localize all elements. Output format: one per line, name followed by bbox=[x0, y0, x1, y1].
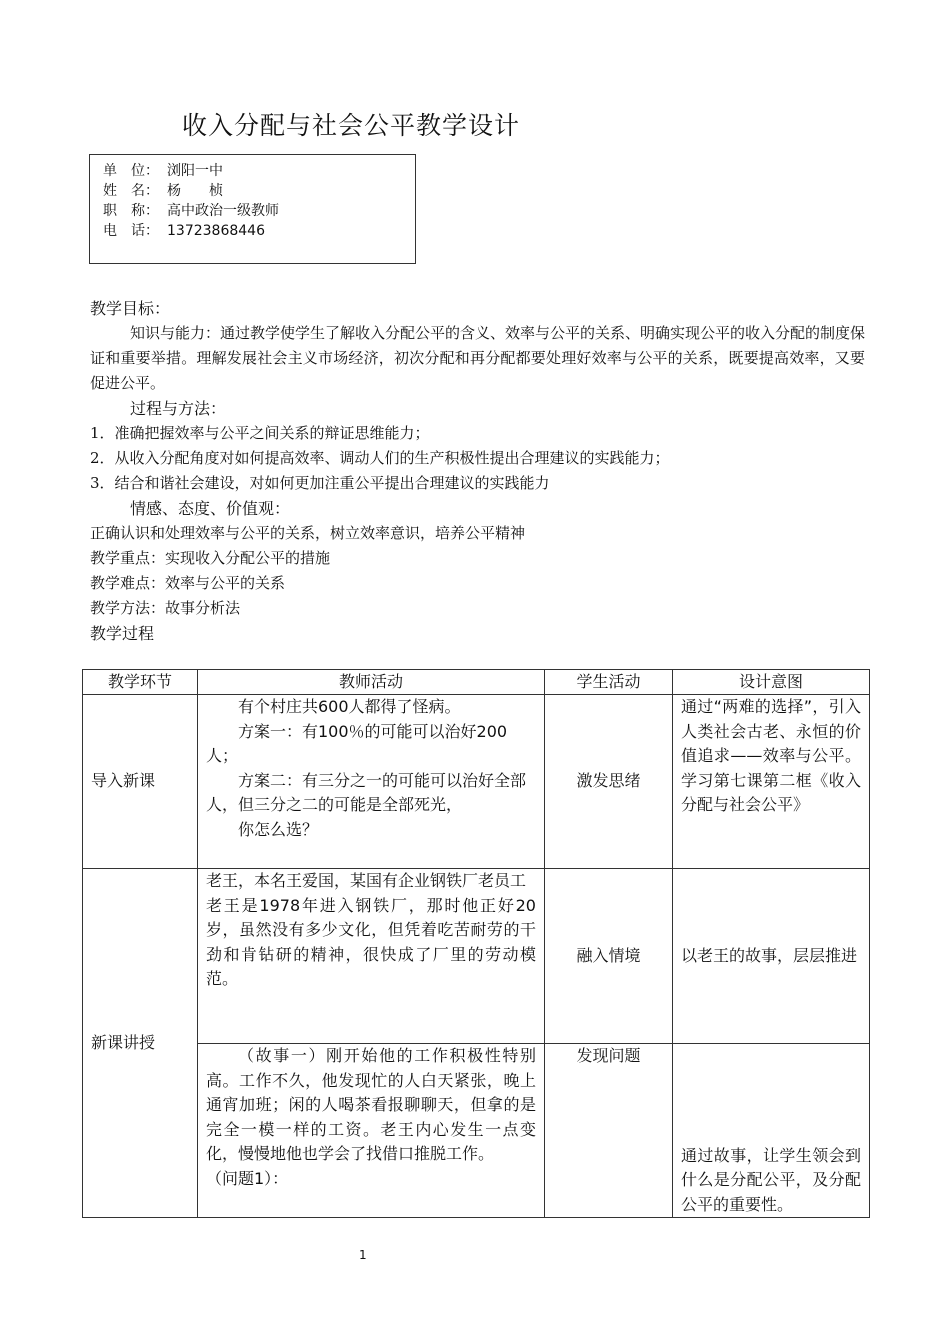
process-heading: 过程与方法： bbox=[130, 399, 227, 418]
stage-cell: 导入新课 bbox=[83, 695, 198, 869]
teaching-process-table bbox=[82, 669, 870, 1218]
teacher-cell bbox=[198, 695, 545, 869]
objectives-heading: 教学目标： bbox=[90, 299, 171, 318]
process-item-2: 2．从收入分配角度对如何提高效率、调动人们的生产积极性提出合理建议的实践能力； bbox=[90, 449, 670, 467]
info-row-title bbox=[103, 201, 415, 221]
page-number: 1 bbox=[359, 1248, 367, 1262]
emotion-text: 正确认识和处理效率与公平的关系，树立效率意识，培养公平精神 bbox=[90, 524, 526, 542]
header-stage: 教学环节 bbox=[83, 670, 198, 695]
info-row-unit bbox=[103, 161, 415, 181]
info-key: 单 位： bbox=[103, 163, 159, 179]
table-row bbox=[83, 695, 870, 869]
intent-cell: 通过故事，让学生领会到什么是分配公平，及分配公平的重要性。 bbox=[673, 1044, 870, 1218]
info-value: 13723868446 bbox=[167, 223, 265, 239]
table-header-row bbox=[83, 670, 870, 695]
info-key: 职 称： bbox=[103, 203, 159, 219]
teacher-line: 有个村庄共600人都得了怪病。 bbox=[238, 697, 461, 716]
stage-cell: 新课讲授 bbox=[83, 869, 198, 1218]
student-cell: 融入情境 bbox=[545, 869, 673, 1044]
teacher-line: （故事一）刚开始他的工作积极性特别高。工作不久，他发现忙的人白天紧张，晚上通宵加班；闲的人喝茶看报聊聊天，但拿的是完全一模一样的工资。老王内心发生一点变化，慢慢地他也学会了找借口推脱工作。 bbox=[206, 1046, 536, 1163]
intent-cell: 通过“两难的选择”，引入人类社会古老、永恒的价值追求——效率与公平。学习第七课第二框《收入分配与社会公平》 bbox=[673, 695, 870, 869]
table-row bbox=[83, 869, 870, 1044]
teacher-cell bbox=[198, 1044, 545, 1218]
teacher-line: 老王，本名王爱国，某国有企业钢铁厂老员工 bbox=[206, 871, 527, 890]
info-key: 姓 名： bbox=[103, 183, 159, 199]
info-key: 电 话： bbox=[103, 223, 159, 239]
teacher-line: 你怎么选？ bbox=[238, 819, 319, 839]
process-item-3: 3．结合和谐社会建设，对如何更加注重公平提出合理建议的实践能力 bbox=[90, 474, 550, 492]
header-intent: 设计意图 bbox=[673, 670, 870, 695]
objectives-section bbox=[90, 296, 865, 646]
table-row bbox=[83, 1044, 870, 1218]
author-info-box bbox=[89, 154, 416, 264]
teacher-line: 老王是1978年进入钢铁厂，那时他正好20岁，虽然没有多少文化，但凭着吃苦耐劳的干劲和肯钻研的精神，很快成了厂里的劳动模范。 bbox=[206, 895, 536, 988]
teacher-cell bbox=[198, 869, 545, 1044]
student-cell: 激发思绪 bbox=[545, 695, 673, 869]
header-teacher: 教师活动 bbox=[198, 670, 545, 695]
student-cell: 发现问题 bbox=[545, 1044, 673, 1218]
info-value: 高中政治一级教师 bbox=[167, 203, 279, 219]
info-row-phone bbox=[103, 221, 415, 241]
info-value: 杨 桢 bbox=[167, 183, 223, 199]
emotion-heading: 情感、态度、价值观： bbox=[130, 499, 291, 518]
teacher-line: 方案二：有三分之一的可能可以治好全部人，但三分之二的可能是全部死光， bbox=[206, 770, 527, 814]
key-point: 教学重点：实现收入分配公平的措施 bbox=[90, 549, 331, 567]
document-title: 收入分配与社会公平教学设计 bbox=[182, 111, 521, 140]
header-student: 学生活动 bbox=[545, 670, 673, 695]
difficulty: 教学难点：效率与公平的关系 bbox=[90, 574, 286, 592]
info-value: 浏阳一中 bbox=[167, 163, 223, 179]
process-title: 教学过程 bbox=[90, 624, 155, 643]
teacher-line: （问题1）： bbox=[206, 1168, 289, 1188]
intent-cell: 以老王的故事，层层推进 bbox=[673, 869, 870, 1044]
info-row-name bbox=[103, 181, 415, 201]
teaching-method: 教学方法：故事分析法 bbox=[90, 599, 241, 617]
teacher-line: 方案一：有100％的可能可以治好200人； bbox=[206, 721, 508, 765]
process-item-1: 1．准确把握效率与公平之间关系的辩证思维能力； bbox=[90, 424, 430, 442]
knowledge-paragraph: 知识与能力：通过教学使学生了解收入分配公平的含义、效率与公平的关系、明确实现公平的收入分配的制度保证和重要举措。理解发展社会主义市场经济，初次分配和再分配都要处理好效率与公平的关系，既要提高效率，又要促进公平。 bbox=[90, 324, 866, 392]
